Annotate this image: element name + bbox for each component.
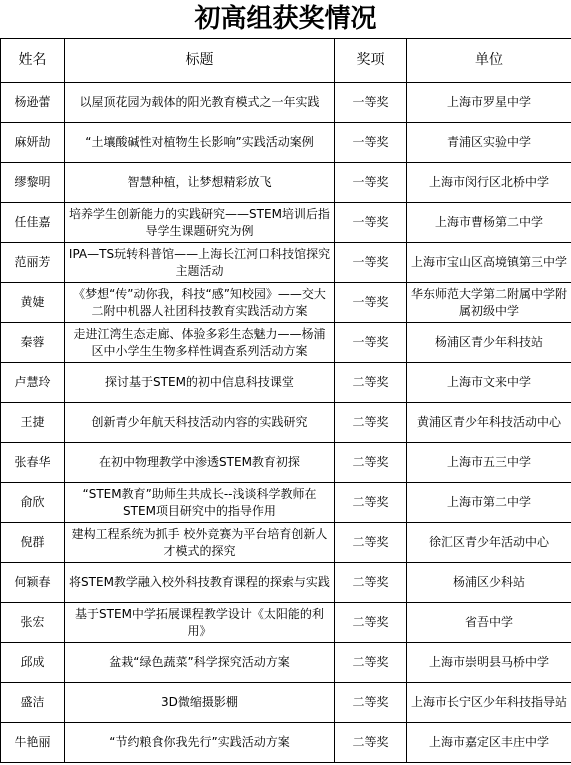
cell-title: 探讨基于STEM的初中信息科技课堂 [65,363,335,403]
cell-award: 二等奖 [335,363,407,403]
cell-award: 二等奖 [335,723,407,763]
cell-name: 杨逊蕾 [1,83,65,123]
header-name: 姓名 [1,39,65,83]
cell-name: 牛艳丽 [1,723,65,763]
cell-name: 秦蓉 [1,323,65,363]
cell-name: 任佳嘉 [1,203,65,243]
cell-unit: 青浦区实验中学 [407,123,571,163]
cell-award: 一等奖 [335,123,407,163]
cell-unit: 徐汇区青少年活动中心 [407,523,571,563]
table-row [1,643,571,683]
cell-title: “节约粮食你我先行”实践活动方案 [65,723,335,763]
cell-award: 二等奖 [335,523,407,563]
table-row [1,163,571,203]
cell-name: 倪群 [1,523,65,563]
cell-unit: 华东师范大学第二附属中学附属初级中学 [407,283,571,323]
cell-title: “STEM教育”助师生共成长--浅谈科学教师在STEM项目研究中的指导作用 [65,483,335,523]
table-row [1,323,571,363]
cell-name: 张宏 [1,603,65,643]
cell-award: 二等奖 [335,483,407,523]
table-row [1,203,571,243]
cell-name: 何颖春 [1,563,65,603]
cell-name: 卢慧玲 [1,363,65,403]
cell-award: 一等奖 [335,83,407,123]
cell-title: 建构工程系统为抓手 校外竞赛为平台培育创新人才模式的探究 [65,523,335,563]
table-row [1,403,571,443]
cell-award: 二等奖 [335,603,407,643]
cell-title: 3D微缩摄影棚 [65,683,335,723]
table-row [1,123,571,163]
header-title: 标题 [65,39,335,83]
cell-award: 二等奖 [335,403,407,443]
cell-unit: 上海市宝山区高境镇第三中学 [407,243,571,283]
cell-award: 二等奖 [335,443,407,483]
table-row [1,283,571,323]
cell-award: 二等奖 [335,563,407,603]
cell-name: 麻妍劼 [1,123,65,163]
cell-unit: 上海市闵行区北桥中学 [407,163,571,203]
cell-unit: 上海市文来中学 [407,363,571,403]
table-body [1,83,571,763]
cell-name: 盛洁 [1,683,65,723]
cell-unit: 上海市崇明县马桥中学 [407,643,571,683]
table-row [1,83,571,123]
cell-award: 一等奖 [335,243,407,283]
cell-unit: 省吾中学 [407,603,571,643]
cell-name: 邱成 [1,643,65,683]
cell-title: 盆栽“绿色蔬菜”科学探究活动方案 [65,643,335,683]
cell-unit: 杨浦区少科站 [407,563,571,603]
cell-award: 二等奖 [335,683,407,723]
table-row [1,483,571,523]
cell-name: 范丽芳 [1,243,65,283]
table-row [1,603,571,643]
cell-award: 二等奖 [335,643,407,683]
table-header-row [1,39,571,83]
awards-table [0,38,571,763]
cell-title: 将STEM教学融入校外科技教育课程的探索与实践 [65,563,335,603]
cell-title: 在初中物理教学中渗透STEM教育初探 [65,443,335,483]
cell-name: 缪黎明 [1,163,65,203]
header-unit: 单位 [407,39,571,83]
table-row [1,723,571,763]
cell-unit: 上海市嘉定区丰庄中学 [407,723,571,763]
cell-award: 一等奖 [335,323,407,363]
cell-title: 基于STEM中学拓展课程教学设计《太阳能的利用》 [65,603,335,643]
cell-name: 王捷 [1,403,65,443]
cell-name: 张春华 [1,443,65,483]
header-award: 奖项 [335,39,407,83]
cell-title: 《梦想“传”动你我，科技“感”知校园》——交大二附中机器人社团科技教育实践活动方案 [65,283,335,323]
cell-unit: 上海市长宁区少年科技指导站 [407,683,571,723]
table-row [1,683,571,723]
table-row [1,523,571,563]
cell-award: 一等奖 [335,283,407,323]
cell-title: 走进江湾生态走廊、体验多彩生态魅力——杨浦区中小学生生物多样性调查系列活动方案 [65,323,335,363]
page-title: 初高组获奖情况 [194,4,377,34]
table-row [1,443,571,483]
cell-title: IPA—TS玩转科普馆——上海长江河口科技馆探究主题活动 [65,243,335,283]
cell-name: 俞欣 [1,483,65,523]
cell-unit: 上海市五三中学 [407,443,571,483]
cell-title: “土壤酸碱性对植物生长影响”实践活动案例 [65,123,335,163]
cell-unit: 黄浦区青少年科技活动中心 [407,403,571,443]
cell-unit: 上海市第二中学 [407,483,571,523]
table-row [1,363,571,403]
cell-name: 黄婕 [1,283,65,323]
cell-title: 创新青少年航天科技活动内容的实践研究 [65,403,335,443]
cell-unit: 上海市罗星中学 [407,83,571,123]
cell-award: 一等奖 [335,163,407,203]
cell-award: 一等奖 [335,203,407,243]
cell-title: 以屋顶花园为载体的阳光教育模式之一年实践 [65,83,335,123]
table-row [1,563,571,603]
cell-unit: 上海市曹杨第二中学 [407,203,571,243]
cell-title: 培养学生创新能力的实践研究——STEM培训后指导学生课题研究为例 [65,203,335,243]
table-row [1,243,571,283]
cell-title: 智慧种植，让梦想精彩放飞 [65,163,335,203]
cell-unit: 杨浦区青少年科技站 [407,323,571,363]
